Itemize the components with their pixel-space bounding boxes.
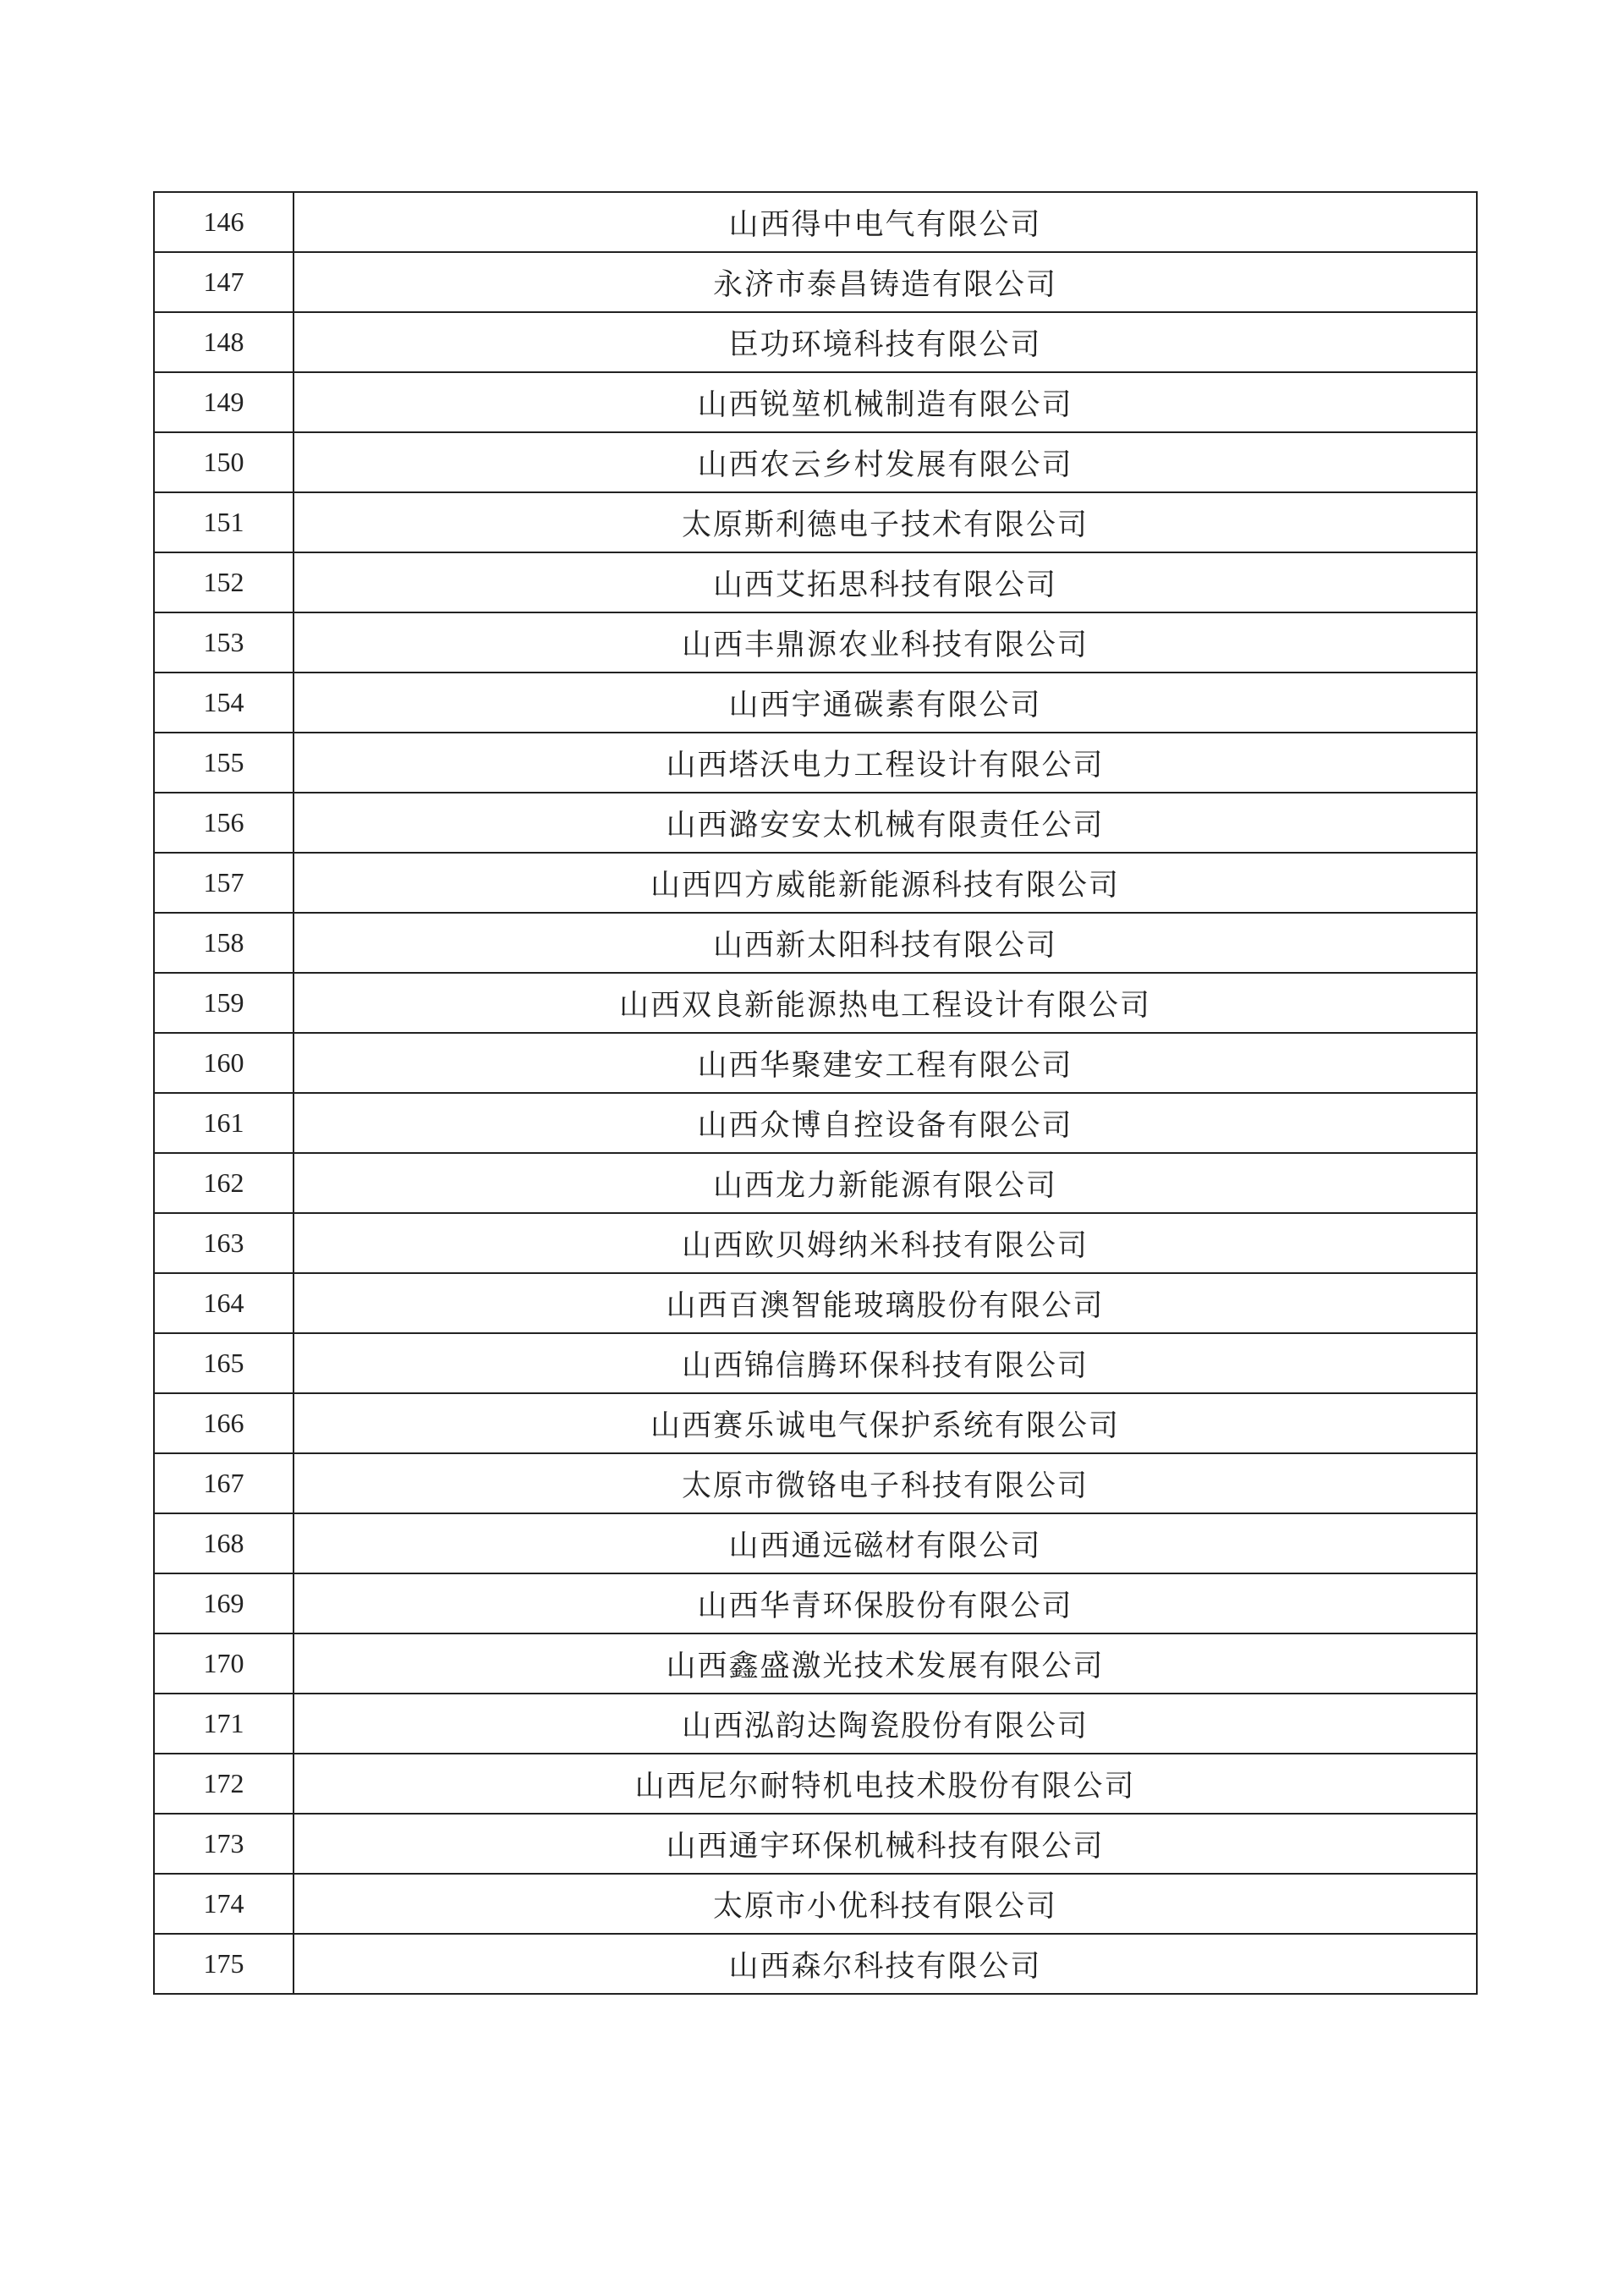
table-row bbox=[154, 1453, 1477, 1513]
row-index-cell: 169 bbox=[154, 1573, 294, 1633]
row-index-cell: 163 bbox=[154, 1213, 294, 1273]
table-row bbox=[154, 1273, 1477, 1333]
table-row bbox=[154, 1153, 1477, 1213]
row-index-cell: 158 bbox=[154, 913, 294, 973]
row-index-cell: 174 bbox=[154, 1874, 294, 1934]
company-name-cell: 山西通远磁材有限公司 bbox=[294, 1513, 1477, 1573]
company-name-cell: 太原市小优科技有限公司 bbox=[294, 1874, 1477, 1934]
company-name-cell: 山西鑫盛激光技术发展有限公司 bbox=[294, 1633, 1477, 1694]
row-index-cell: 147 bbox=[154, 252, 294, 312]
table-row bbox=[154, 1633, 1477, 1694]
table-row bbox=[154, 1393, 1477, 1453]
table-row bbox=[154, 1814, 1477, 1874]
row-index-cell: 150 bbox=[154, 432, 294, 492]
company-name-cell: 山西泓韵达陶瓷股份有限公司 bbox=[294, 1694, 1477, 1754]
company-name-cell: 山西众博自控设备有限公司 bbox=[294, 1093, 1477, 1153]
table-row bbox=[154, 432, 1477, 492]
company-name-cell: 山西欧贝姆纳米科技有限公司 bbox=[294, 1213, 1477, 1273]
table-row bbox=[154, 673, 1477, 733]
table-row bbox=[154, 552, 1477, 612]
company-list-table bbox=[153, 191, 1478, 1995]
row-index-cell: 156 bbox=[154, 793, 294, 853]
table-body bbox=[154, 192, 1477, 1994]
row-index-cell: 160 bbox=[154, 1033, 294, 1093]
row-index-cell: 149 bbox=[154, 372, 294, 432]
row-index-cell: 170 bbox=[154, 1633, 294, 1694]
row-index-cell: 146 bbox=[154, 192, 294, 252]
row-index-cell: 162 bbox=[154, 1153, 294, 1213]
company-name-cell: 山西百澳智能玻璃股份有限公司 bbox=[294, 1273, 1477, 1333]
row-index-cell: 175 bbox=[154, 1934, 294, 1994]
row-index-cell: 159 bbox=[154, 973, 294, 1033]
company-name-cell: 太原斯利德电子技术有限公司 bbox=[294, 492, 1477, 552]
row-index-cell: 173 bbox=[154, 1814, 294, 1874]
table-row bbox=[154, 192, 1477, 252]
company-name-cell: 山西宇通碳素有限公司 bbox=[294, 673, 1477, 733]
company-name-cell: 山西新太阳科技有限公司 bbox=[294, 913, 1477, 973]
row-index-cell: 148 bbox=[154, 312, 294, 372]
company-name-cell: 山西潞安安太机械有限责任公司 bbox=[294, 793, 1477, 853]
row-index-cell: 171 bbox=[154, 1694, 294, 1754]
row-index-cell: 166 bbox=[154, 1393, 294, 1453]
company-name-cell: 山西通宇环保机械科技有限公司 bbox=[294, 1814, 1477, 1874]
table-row bbox=[154, 1694, 1477, 1754]
company-name-cell: 山西双良新能源热电工程设计有限公司 bbox=[294, 973, 1477, 1033]
row-index-cell: 172 bbox=[154, 1754, 294, 1814]
row-index-cell: 157 bbox=[154, 853, 294, 913]
company-name-cell: 山西丰鼎源农业科技有限公司 bbox=[294, 612, 1477, 673]
row-index-cell: 165 bbox=[154, 1333, 294, 1393]
table-row bbox=[154, 1874, 1477, 1934]
company-name-cell: 山西龙力新能源有限公司 bbox=[294, 1153, 1477, 1213]
table-row bbox=[154, 1573, 1477, 1633]
table-row bbox=[154, 733, 1477, 793]
company-name-cell: 臣功环境科技有限公司 bbox=[294, 312, 1477, 372]
row-index-cell: 154 bbox=[154, 673, 294, 733]
company-name-cell: 山西锦信腾环保科技有限公司 bbox=[294, 1333, 1477, 1393]
table-row bbox=[154, 612, 1477, 673]
company-name-cell: 山西华青环保股份有限公司 bbox=[294, 1573, 1477, 1633]
table-row bbox=[154, 1213, 1477, 1273]
company-name-cell: 山西森尔科技有限公司 bbox=[294, 1934, 1477, 1994]
company-name-cell: 山西四方威能新能源科技有限公司 bbox=[294, 853, 1477, 913]
table-row bbox=[154, 492, 1477, 552]
company-name-cell: 太原市微铬电子科技有限公司 bbox=[294, 1453, 1477, 1513]
row-index-cell: 151 bbox=[154, 492, 294, 552]
row-index-cell: 153 bbox=[154, 612, 294, 673]
table-row bbox=[154, 1333, 1477, 1393]
company-name-cell: 山西赛乐诚电气保护系统有限公司 bbox=[294, 1393, 1477, 1453]
company-name-cell: 山西农云乡村发展有限公司 bbox=[294, 432, 1477, 492]
row-index-cell: 152 bbox=[154, 552, 294, 612]
table-row bbox=[154, 1754, 1477, 1814]
table-row bbox=[154, 1513, 1477, 1573]
company-name-cell: 山西尼尔耐特机电技术股份有限公司 bbox=[294, 1754, 1477, 1814]
table-row bbox=[154, 1934, 1477, 1994]
table-row bbox=[154, 1093, 1477, 1153]
table-row bbox=[154, 252, 1477, 312]
table-row bbox=[154, 793, 1477, 853]
table-row bbox=[154, 853, 1477, 913]
table-row bbox=[154, 312, 1477, 372]
table-row bbox=[154, 973, 1477, 1033]
row-index-cell: 164 bbox=[154, 1273, 294, 1333]
company-name-cell: 山西塔沃电力工程设计有限公司 bbox=[294, 733, 1477, 793]
row-index-cell: 167 bbox=[154, 1453, 294, 1513]
company-name-cell: 山西华聚建安工程有限公司 bbox=[294, 1033, 1477, 1093]
table-row bbox=[154, 372, 1477, 432]
company-name-cell: 山西得中电气有限公司 bbox=[294, 192, 1477, 252]
row-index-cell: 161 bbox=[154, 1093, 294, 1153]
table-row bbox=[154, 1033, 1477, 1093]
company-name-cell: 永济市泰昌铸造有限公司 bbox=[294, 252, 1477, 312]
company-name-cell: 山西艾拓思科技有限公司 bbox=[294, 552, 1477, 612]
row-index-cell: 155 bbox=[154, 733, 294, 793]
row-index-cell: 168 bbox=[154, 1513, 294, 1573]
company-name-cell: 山西锐堃机械制造有限公司 bbox=[294, 372, 1477, 432]
table-row bbox=[154, 913, 1477, 973]
